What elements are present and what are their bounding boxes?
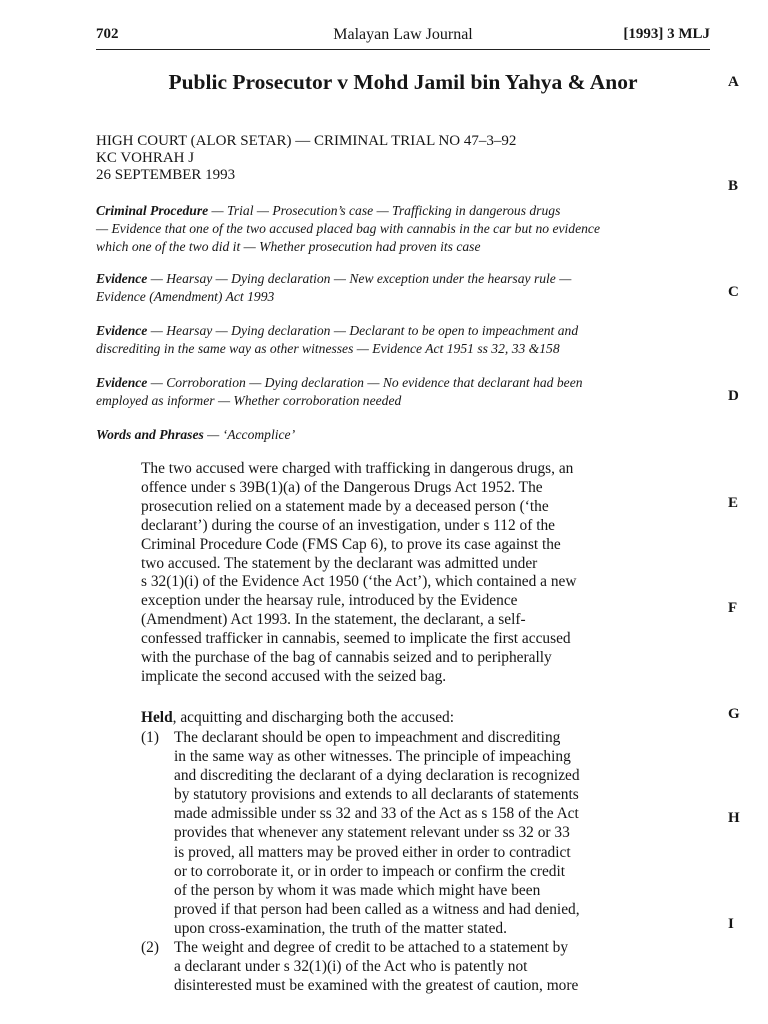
summary-line: with the purchase of the bag of cannabis seized and to peripherally xyxy=(141,649,552,667)
case-summary xyxy=(141,460,707,687)
summary-line: exception under the hearsay rule, introduced by the Evidence xyxy=(141,592,518,610)
summary-line: confessed trafficker in cannabis, seemed to implicate the first accused xyxy=(141,630,571,648)
summary-line: offence under s 39B(1)(a) of the Dangerous Drugs Act 1952. The xyxy=(141,478,543,496)
margin-marker-e: E xyxy=(728,495,739,511)
held-line: by statutory provisions and extends to all declarants of statements xyxy=(174,786,579,804)
catchword-text: — Hearsay — Dying declaration — New exception under the hearsay rule — xyxy=(147,271,572,286)
held-line: The weight and degree of credit to be attached to a statement by xyxy=(174,939,569,957)
catchword-head: Evidence xyxy=(96,323,148,338)
held-intro-text: , acquitting and discharging both the accused: xyxy=(172,709,455,726)
catchword-head: Criminal Procedure xyxy=(96,203,209,218)
summary-line: implicate the second accused with the seized bag. xyxy=(141,667,447,685)
held-label: Held xyxy=(141,709,173,726)
held-line: proved if that person had been called as a witness and had denied, xyxy=(174,900,580,918)
catchword-words-phrases xyxy=(96,426,714,444)
catchword-evidence-impeachment xyxy=(96,322,714,358)
held-list xyxy=(141,728,711,995)
judge-name: KC VOHRAH J xyxy=(96,150,195,166)
catchword-text: — Corroboration — Dying declaration — No evidence that declarant had been xyxy=(147,375,583,390)
margin-marker-b: B xyxy=(728,178,739,194)
catchword-text: — Trial — Prosecution’s case — Trafficking in dangerous drugs xyxy=(208,203,561,218)
held-line: and discrediting the declarant of a dying declaration is recognized xyxy=(174,767,580,785)
margin-marker-i: I xyxy=(728,916,734,932)
running-header xyxy=(96,26,710,48)
summary-line: The two accused were charged with trafficking in dangerous drugs, an xyxy=(141,460,574,477)
held-line: in the same way as other witnesses. The principle of impeaching xyxy=(174,748,571,766)
case-title: Public Prosecutor v Mohd Jamil bin Yahya & Anor xyxy=(168,70,638,94)
summary-line: (Amendment) Act 1993. In the statement, the declarant, a self- xyxy=(141,611,526,629)
held-item-2 xyxy=(141,938,711,995)
held-intro xyxy=(141,709,454,727)
journal-citation: [1993] 3 MLJ xyxy=(623,26,710,42)
margin-marker-f: F xyxy=(728,600,738,616)
margin-marker-a: A xyxy=(728,74,739,90)
summary-line: prosecution relied on a statement made by a deceased person (‘the xyxy=(141,497,549,515)
catchword-text: which one of the two did it — Whether prosecution had proven its case xyxy=(96,239,481,254)
catchword-text: employed as informer — Whether corroboration needed xyxy=(96,393,402,408)
held-line: of the person by whom it was made which might have been xyxy=(174,881,541,899)
held-line: disinterested must be examined with the greatest of caution, more xyxy=(174,977,579,995)
catchword-text: — Evidence that one of the two accused placed bag with cannabis in the car but no evidence xyxy=(96,221,600,236)
held-item-number: (1) xyxy=(141,729,159,746)
held-line: made admissible under ss 32 and 33 of the Act as s 158 of the Act xyxy=(174,805,579,823)
margin-marker-c: C xyxy=(728,284,739,300)
catchword-criminal-procedure xyxy=(96,202,714,256)
summary-line: Criminal Procedure Code (FMS Cap 6), to prove its case against the xyxy=(141,535,561,553)
summary-line: s 32(1)(i) of the Evidence Act 1950 (‘the Act’), which contained a new xyxy=(141,573,577,591)
held-line: The declarant should be open to impeachment and discrediting xyxy=(174,729,561,746)
held-line: or to corroborate it, or in order to impeach or confirm the credit xyxy=(174,862,566,880)
margin-marker-h: H xyxy=(728,810,740,826)
held-item-number: (2) xyxy=(141,939,159,957)
catchword-text: — Hearsay — Dying declaration — Declarant to be open to impeachment and xyxy=(147,323,579,338)
held-line: a declarant under s 32(1)(i) of the Act who is patently not xyxy=(174,958,528,976)
catchword-text: — ‘Accomplice’ xyxy=(203,427,296,442)
catchword-text: Evidence (Amendment) Act 1993 xyxy=(96,289,275,304)
held-line: is proved, all matters may be proved either in order to contradict xyxy=(174,843,571,861)
catchword-head: Evidence xyxy=(96,271,148,286)
held-item-1 xyxy=(141,728,711,938)
margin-marker-d: D xyxy=(728,388,739,404)
court-info xyxy=(96,133,516,184)
header-rule xyxy=(96,49,710,50)
court-name: HIGH COURT (ALOR SETAR) — CRIMINAL TRIAL NO 47–3–92 xyxy=(96,133,517,149)
page-number: 702 xyxy=(96,26,119,42)
catchword-evidence-corroboration xyxy=(96,374,714,410)
catchword-head: Words and Phrases xyxy=(96,427,204,442)
catchword-evidence-hearsay xyxy=(96,270,714,306)
summary-line: two accused. The statement by the declarant was admitted under xyxy=(141,554,538,572)
catchword-head: Evidence xyxy=(96,375,148,390)
summary-line: declarant’) during the course of an investigation, under s 112 of the xyxy=(141,516,555,534)
margin-marker-g: G xyxy=(728,706,740,722)
held-line: provides that whenever any statement relevant under ss 32 or 33 xyxy=(174,824,570,842)
journal-name: Malayan Law Journal xyxy=(333,26,473,43)
held-line: upon cross-examination, the truth of the matter stated. xyxy=(174,919,507,937)
decision-date: 26 SEPTEMBER 1993 xyxy=(96,167,236,183)
catchword-text: discrediting in the same way as other witnesses — Evidence Act 1951 ss 32, 33 &158 xyxy=(96,341,560,356)
